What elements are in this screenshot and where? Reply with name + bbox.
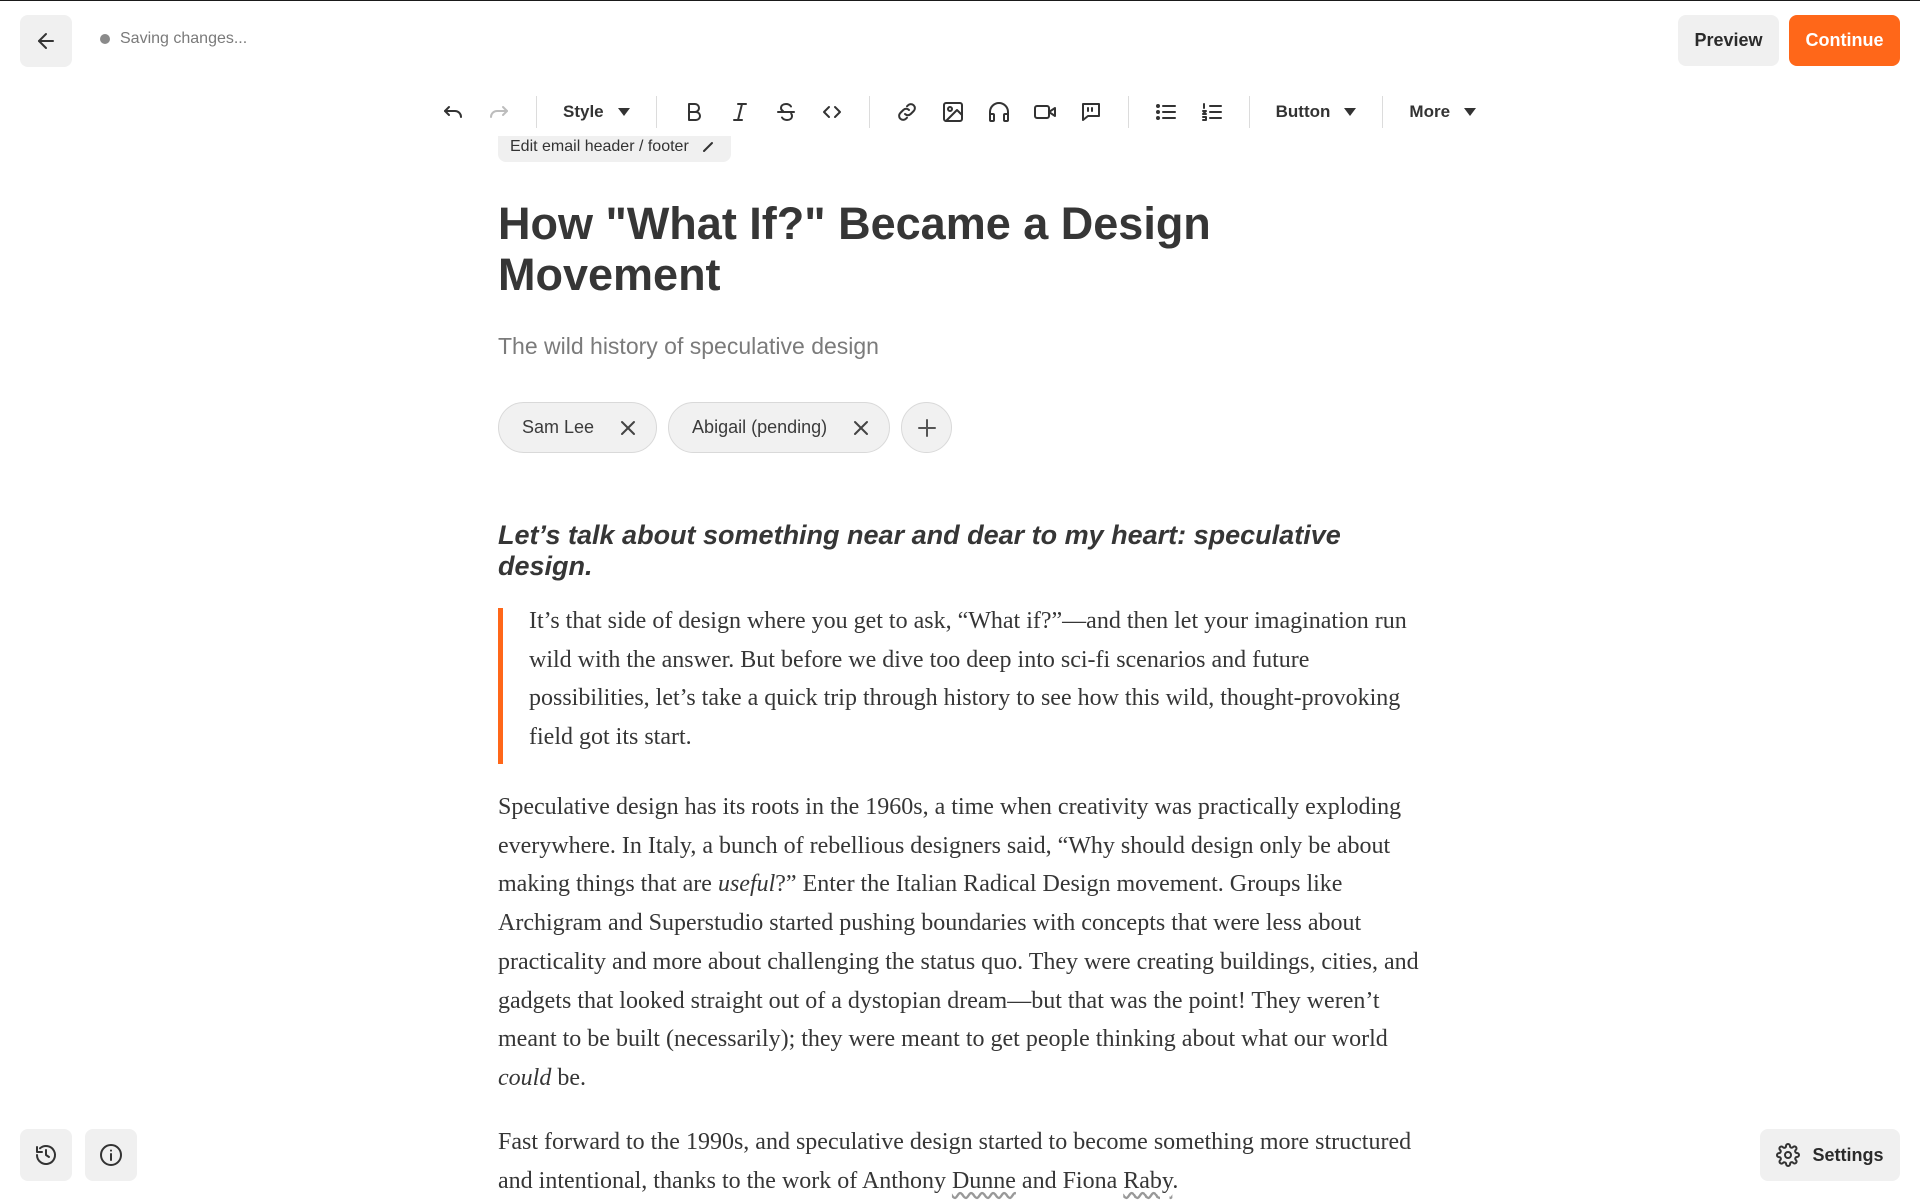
- caret-down-icon: [1464, 108, 1476, 116]
- italic-text: could: [498, 1064, 552, 1091]
- numbered-list-icon: [1200, 100, 1224, 124]
- blockquote-text: It’s that side of design where you get to ask, “What if?”—and then let your imagination run wild with the answer. But before we dive too deep into sci-fi scenarios and future possibilities, let’s take a quick trip through history to see how this wild, thought-provoking field got its start.: [529, 608, 1407, 751]
- close-icon: [618, 418, 638, 438]
- audio-button[interactable]: [976, 88, 1022, 136]
- toolbar-divider: [656, 96, 657, 128]
- quote-bubble-icon: [1079, 100, 1103, 124]
- blockquote[interactable]: [498, 608, 1418, 764]
- body-paragraph[interactable]: [498, 788, 1428, 1098]
- more-dropdown-label: More: [1409, 102, 1451, 121]
- remove-author-button[interactable]: [618, 418, 638, 438]
- info-button[interactable]: [85, 1129, 137, 1181]
- toolbar-divider: [1249, 96, 1250, 128]
- style-dropdown[interactable]: [551, 88, 642, 136]
- author-name: Sam Lee: [522, 417, 595, 437]
- paragraph-text: .: [1172, 1167, 1179, 1194]
- strikethrough-icon: [774, 100, 798, 124]
- arrow-left-icon: [34, 29, 58, 53]
- body-paragraph[interactable]: [498, 1123, 1428, 1200]
- edit-header-footer-label: Edit email header / footer: [510, 138, 689, 155]
- add-author-button[interactable]: [901, 402, 952, 453]
- button-dropdown[interactable]: [1264, 88, 1369, 136]
- italic-icon: [728, 100, 752, 124]
- arrow-up-right-icon: [701, 140, 715, 154]
- code-icon: [820, 100, 844, 124]
- toolbar-divider: [869, 96, 870, 128]
- pull-quote-button[interactable]: [1068, 88, 1114, 136]
- spellcheck-word: Raby: [1123, 1167, 1173, 1194]
- link-icon: [895, 100, 919, 124]
- caret-down-icon: [618, 108, 630, 116]
- author-name: Abigail (pending): [692, 417, 828, 437]
- headphones-icon: [987, 100, 1011, 124]
- toolbar-divider: [536, 96, 537, 128]
- post-subtitle[interactable]: The wild history of speculative design: [498, 333, 879, 359]
- window-top-border: [0, 0, 1920, 1]
- paragraph-text: Fast forward to the 1990s, and speculative design started to become something more structured and intentional, thanks to the work of Anthony: [498, 1129, 1412, 1194]
- paragraph-text: ?” Enter the Italian Radical Design movement. Groups like Archigram and Superstudio started pushing boundaries with concepts that were less about practicality and more about challenging the status quo. They were creating buildings, cities, and gadgets that looked straight out of a dystopian dream—but that was the point! They weren’t meant to be built (necessarily); they were meant to get people thinking about what our world: [498, 871, 1419, 1053]
- plus-icon: [916, 417, 938, 439]
- remove-author-button[interactable]: [851, 418, 871, 438]
- continue-button[interactable]: Continue: [1789, 15, 1900, 66]
- paragraph-text: and Fiona: [1015, 1167, 1124, 1194]
- info-icon: [99, 1143, 123, 1167]
- paragraph-text: be.: [551, 1064, 586, 1091]
- toolbar-divider: [1128, 96, 1129, 128]
- button-dropdown-label: Button: [1275, 102, 1331, 121]
- italic-button[interactable]: [717, 88, 763, 136]
- image-button[interactable]: [930, 88, 976, 136]
- settings-label: Settings: [1812, 1144, 1884, 1165]
- author-list: [498, 402, 952, 453]
- video-icon: [1033, 100, 1057, 124]
- image-icon: [941, 100, 965, 124]
- status-dot: [100, 34, 110, 44]
- caret-down-icon: [1344, 108, 1356, 116]
- back-button[interactable]: [20, 15, 72, 67]
- author-chip[interactable]: [668, 402, 890, 453]
- more-dropdown[interactable]: [1397, 88, 1488, 136]
- code-button[interactable]: [809, 88, 855, 136]
- undo-button[interactable]: [430, 88, 476, 136]
- numbered-list-button[interactable]: [1189, 88, 1235, 136]
- editor-toolbar: [430, 88, 1488, 136]
- italic-text: useful: [717, 871, 776, 898]
- history-icon: [34, 1143, 58, 1167]
- bullet-list-button[interactable]: [1143, 88, 1189, 136]
- bold-icon: [682, 100, 706, 124]
- save-status: [100, 30, 247, 48]
- redo-button[interactable]: [476, 88, 522, 136]
- author-chip[interactable]: [498, 402, 657, 453]
- strikethrough-button[interactable]: [763, 88, 809, 136]
- toolbar-divider: [1382, 96, 1383, 128]
- history-button[interactable]: [20, 1129, 72, 1181]
- gear-icon: [1776, 1143, 1800, 1167]
- undo-icon: [441, 100, 465, 124]
- link-button[interactable]: [884, 88, 930, 136]
- bold-button[interactable]: [671, 88, 717, 136]
- bullet-list-icon: [1154, 100, 1178, 124]
- status-text: Saving changes...: [120, 30, 248, 47]
- redo-icon: [487, 100, 511, 124]
- video-button[interactable]: [1022, 88, 1068, 136]
- close-icon: [851, 418, 871, 438]
- post-title[interactable]: How "What If?" Became a Design Movement: [498, 198, 1211, 300]
- preview-button[interactable]: Preview: [1678, 15, 1779, 66]
- spellcheck-word: Dunne: [951, 1167, 1016, 1194]
- lead-paragraph[interactable]: Let’s talk about something near and dear to my heart: speculative design.: [498, 520, 1341, 581]
- paragraph-text: Speculative design has its roots in the 1960s, a time when creativity was practically exploding everywhere. In Italy, a bunch of rebellious designers said, “Why should design only be about making things that are: [498, 794, 1402, 898]
- style-dropdown-label: Style: [563, 102, 604, 121]
- settings-button[interactable]: [1760, 1129, 1900, 1181]
